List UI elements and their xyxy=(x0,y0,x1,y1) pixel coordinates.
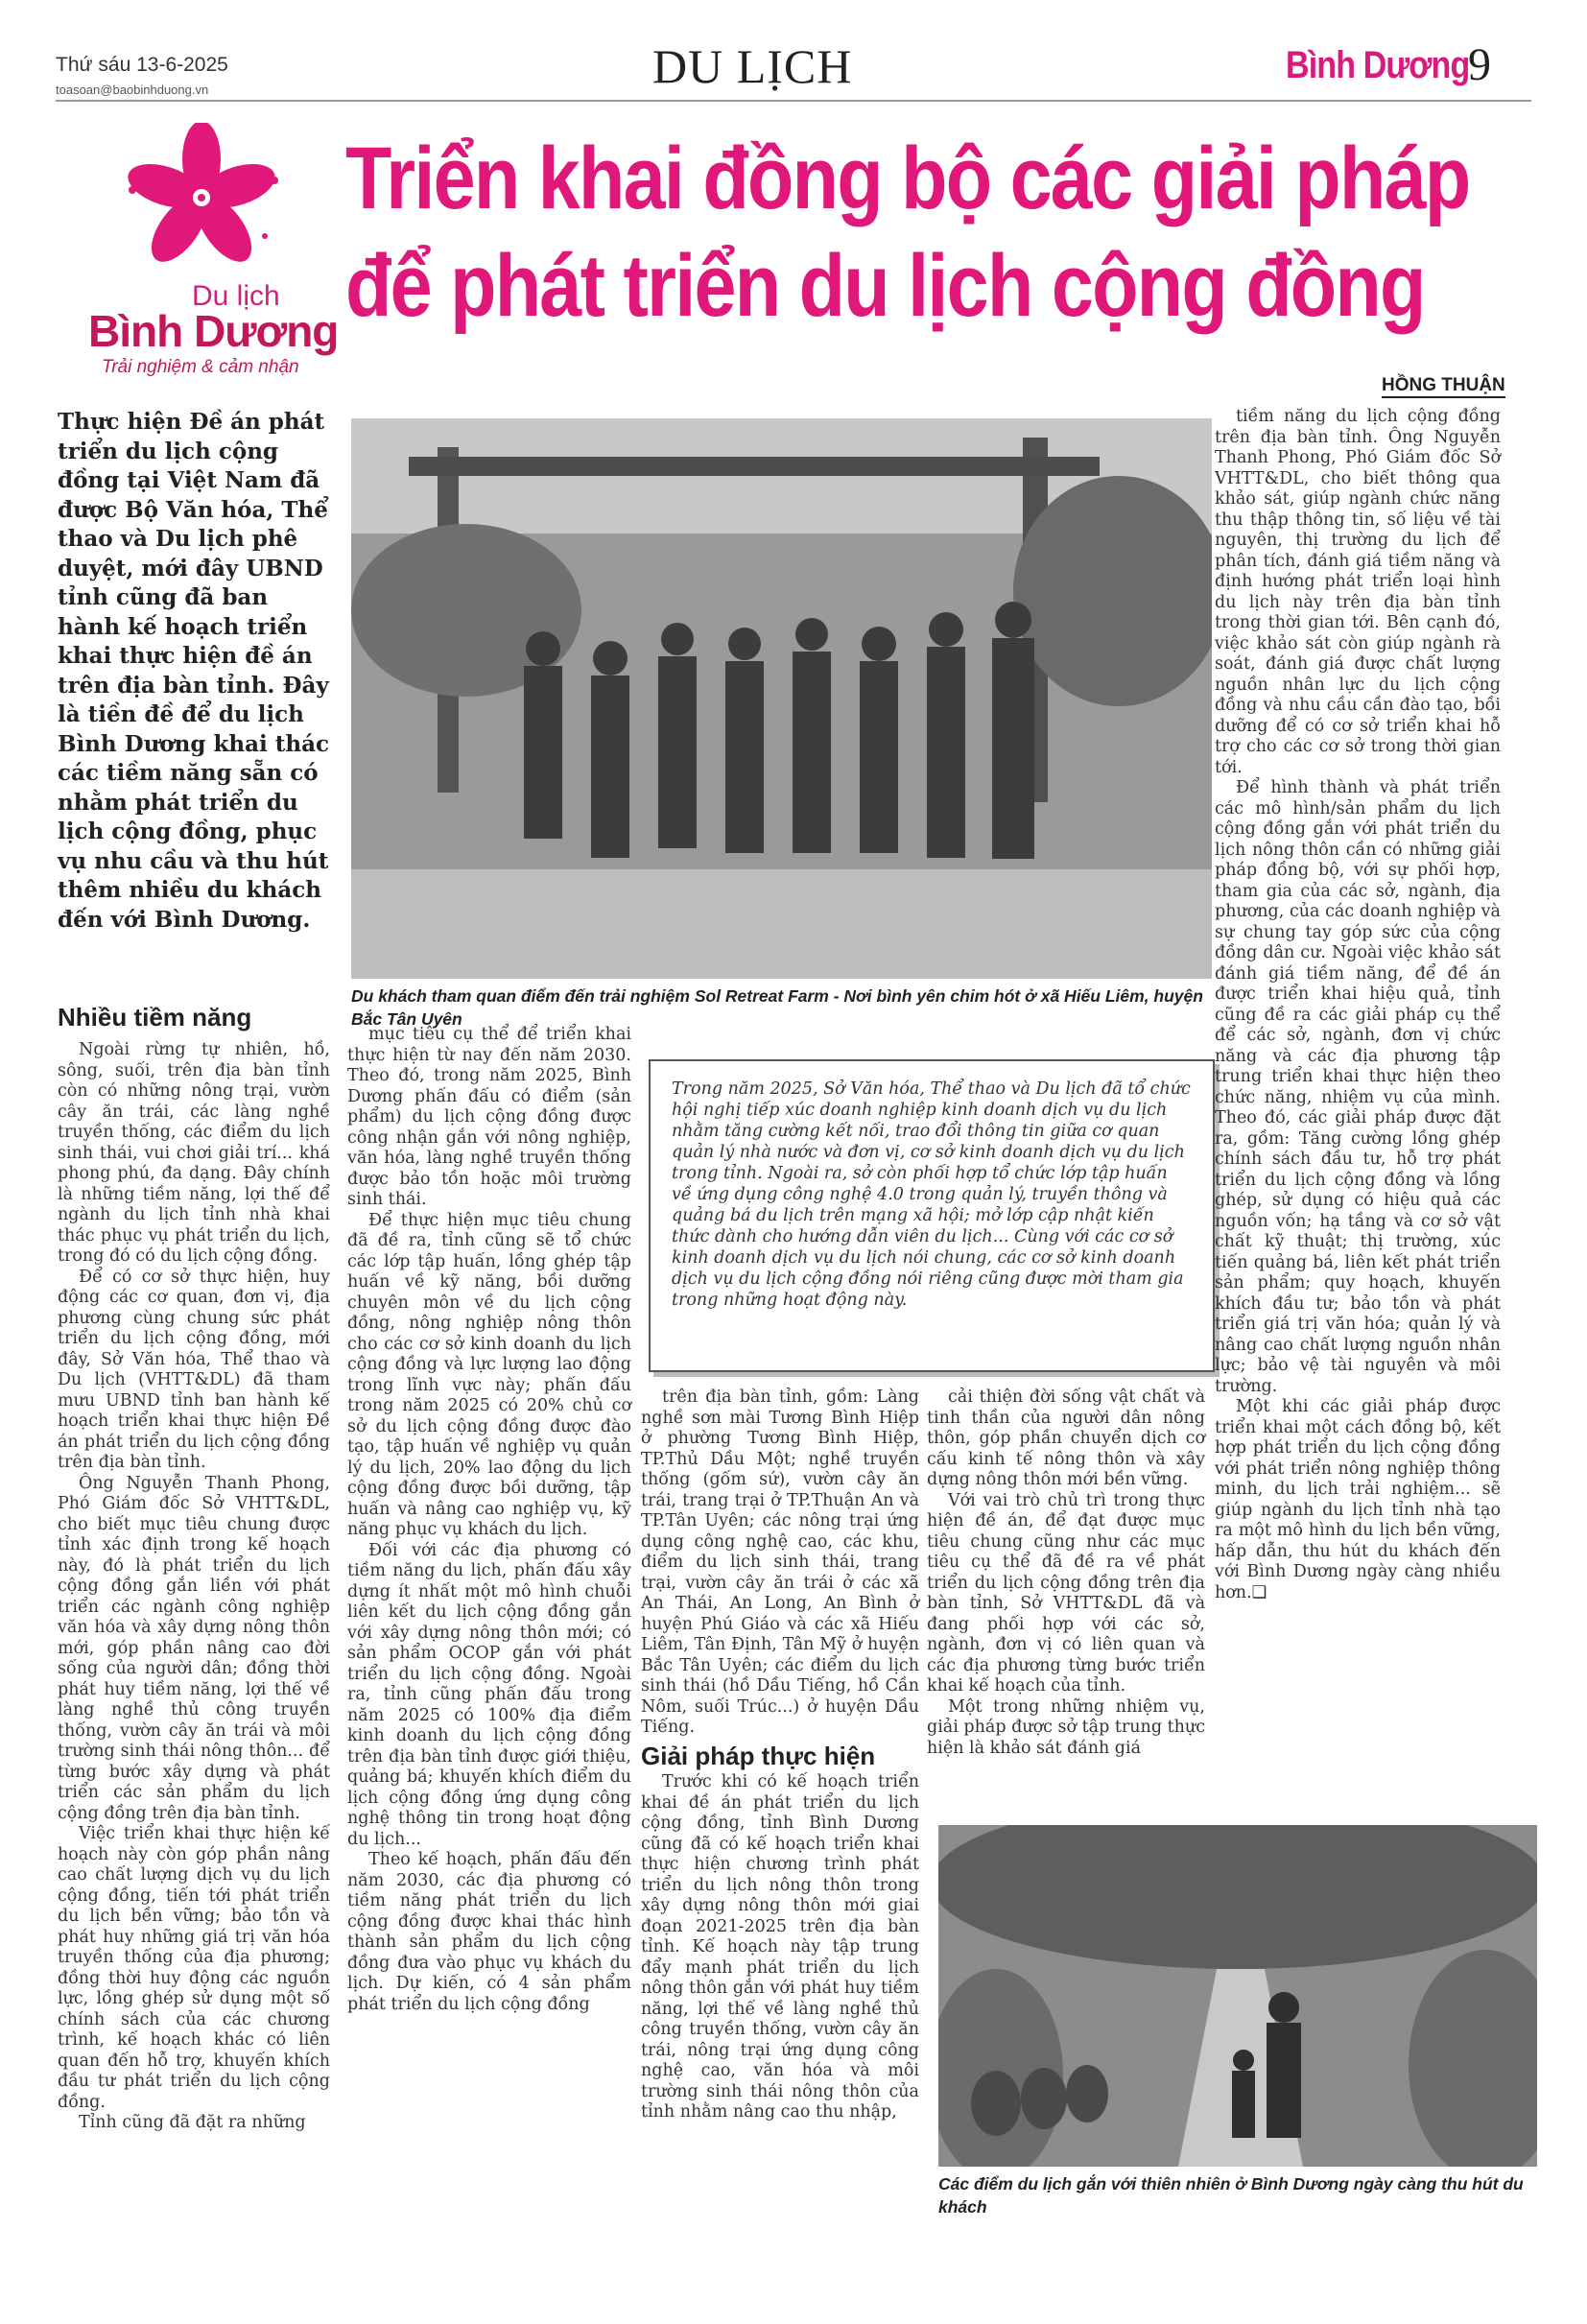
paragraph: Đối với các địa phương có tiềm năng du lịch, phấn đấu xây dựng ít nhất một mô hình chuỗi liên kết du lịch cộng đồng gắn với xây dựng nông thôn mới; có sản phẩm OCOP gắn với phát triển du lịch cộng đồng. Ngoài ra, tỉnh cũng phấn đấu trong năm 2025 có 100% địa điểm kinh doanh du lịch cộng đồng trên địa bàn tỉnh được giới thiệu, quảng bá; khuyến khích điểm du lịch cộng đồng ứng dụng công nghệ thông tin trong hoạt động du lịch... xyxy=(347,1540,631,1849)
paragraph: Với vai trò chủ trì trong thực hiện đề án, để đạt được mục tiêu chung cũng như các mục tiêu cụ thể đã đề ra về phát triển du lịch cộng đồng trên địa bàn tỉnh, Sở VHTT&DL đã và đang phối hợp với các sở, ngành, đơn vị có liên quan và các địa phương từng bước triển khai kế hoạch của tỉnh. xyxy=(927,1490,1205,1696)
paragraph: Trước khi có kế hoạch triển khai đề án phát triển du lịch cộng đồng, tỉnh Bình Dương cũng đã có kế hoạch triển khai thực hiện chương trình phát triển du lịch nông thôn trong xây dựng nông thôn mới giai đoạn 2021-2025 trên địa bàn tỉnh. Kế hoạch này tập trung đẩy mạnh phát triển du lịch nông thôn gắn với phát huy tiềm năng, lợi thế về làng nghề thủ công truyền thống, vườn cây ăn trái, nông trại ứng dụng công nghệ cao, văn hóa và môi trường sinh thái nông thôn của tỉnh nhằm nâng cao thu nhập, xyxy=(641,1772,919,2122)
column-4 xyxy=(927,1387,1205,1759)
headline-line-1: Triển khai đồng bộ các giải pháp xyxy=(345,130,1470,227)
subhead-solutions: Giải pháp thực hiện xyxy=(641,1741,876,1770)
flower-logo-icon xyxy=(86,123,317,267)
paragraph: Để hình thành và phát triển các mô hình/sản phẩm du lịch cộng đồng gắn với phát triển du lịch nông thôn cần có những giải pháp đồng bộ, với sự phối hợp, tham gia của các sở, ngành, địa phương, của các doanh nghiệp và sự chung tay góp sức của cộng đồng dân cư. Ngoài việc khảo sát đánh giá tiềm năng, để đề án được triển khai hiệu quả, tỉnh cũng đề ra các giải pháp cụ thể để các sở, ngành, đơn vị chức năng và các địa phương tập trung triển khai thực hiện theo chức năng, nhiệm vụ của mình. Theo đó, các giải pháp được đặt ra, gồm: Tăng cường lồng ghép chính sách đầu tư, hỗ trợ phát triển du lịch cộng đồng và lồng ghép, sử dụng có hiệu quả các nguồn vốn; hạ tầng và cơ sở vật chất kỹ thuật; thị trường, xúc tiến quảng bá, liên kết phát triển sản phẩm; quy hoạch, khuyến khích đầu tư; bảo tồn và phát triển giá trị văn hóa; quản lý và nâng cao chất lượng nguồn nhân lực; bảo vệ tài nguyên và môi trường. xyxy=(1215,778,1501,1396)
paragraph: Ông Nguyễn Thanh Phong, Phó Giám đốc Sở VHTT&DL, cho biết mục tiêu chung được tỉnh xác định trong kế hoạch này, đó là phát triển du lịch cộng đồng gắn liền với phát triển các ngành công nghiệp văn hóa và xây dựng nông thôn mới, góp phần nâng cao đời sống của người dân; đồng thời phát huy tiềm năng, lợi thế về làng nghề thủ công truyền thống, vườn cây ăn trái và môi trường sinh thái nông thôn... để từng bước xây dựng và phát triển các sản phẩm du lịch cộng đồng trên địa bàn tỉnh. xyxy=(58,1473,330,1823)
paragraph: Ngoài rừng tự nhiên, hồ, sông, suối, trên địa bàn tỉnh còn có những nông trại, vườn cây ăn trái, các làng nghề truyền thống, các điểm du lịch sinh thái, vui chơi giải trí... khá phong phú, đa dạng. Đây chính là những tiềm năng, lợi thế để ngành du lịch tỉnh nhà khai thác phục vụ phát triển du lịch, trong đó có du lịch cộng đồng. xyxy=(58,1040,330,1266)
header-divider xyxy=(56,100,1531,102)
column-3 xyxy=(641,1387,919,2123)
paragraph: Để thực hiện mục tiêu chung đã đề ra, tỉnh cũng sẽ tổ chức các lớp tập huấn, lồng ghép tập huấn về kỹ năng, bồi dưỡng chuyên môn về du lịch cộng đồng, nông nghiệp nông thôn cho các cơ sở kinh doanh du lịch cộng đồng và lực lượng lao động trong lĩnh vực này; phấn đấu trong năm 2025 có 20% chủ cơ sở du lịch cộng đồng được đào tạo, tập huấn về nghiệp vụ quản lý du lịch, 20% lao động du lịch cộng đồng được bồi dưỡng, tập huấn và nâng cao nghiệp vụ, kỹ năng phục vụ khách du lịch. xyxy=(347,1210,631,1539)
paragraph: Một khi các giải pháp được triển khai một cách đồng bộ, kết hợp phát triển du lịch cộng đồng với phát triển nông nghiệp thông minh, du lịch trải nghiệm... sẽ giúp ngành du lịch tỉnh nhà tạo ra một mô hình du lịch bền vững, hấp dẫn, thu hút du khách đến với Bình Dương ngày càng nhiều hơn.❑ xyxy=(1215,1397,1501,1602)
headline-line-2: để phát triển du lịch cộng đồng xyxy=(345,237,1425,335)
article-author: HỒNG THUẬN xyxy=(1382,375,1505,398)
paragraph: tiềm năng du lịch cộng đồng trên địa bàn tỉnh. Ông Nguyễn Thanh Phong, Phó Giám đốc Sở VHTT&DL, cho biết thông qua khảo sát, giúp ngành chức năng thu thập thông tin, số liệu về tài nguyên, thị trường du lịch để phân tích, đánh giá tiềm năng và định hướng phát triển loại hình du lịch này trên địa bàn tỉnh trong thời gian tới. Bên cạnh đó, việc khảo sát còn giúp ngành rà soát, đánh giá được chất lượng nguồn nhân lực du lịch cộng đồng và nhu cầu cần đào tạo, bồi dưỡng để có cơ sở triển khai hỗ trợ cho các cơ sở trong thời gian tới. xyxy=(1215,407,1501,777)
photo2-caption: Các điểm du lịch gắn với thiên nhiên ở Bình Dương ngày càng thu hút du khách xyxy=(938,2174,1524,2217)
paragraph: Một trong những nhiệm vụ, giải pháp được sở tập trung thực hiện là khảo sát đánh giá xyxy=(927,1696,1205,1758)
logo-top-text: Du lịch xyxy=(192,280,280,312)
column-2 xyxy=(347,1025,631,2015)
logo-main-text: Bình Dương xyxy=(88,306,339,356)
article-headline xyxy=(345,125,1470,340)
garden-path-photo xyxy=(938,1825,1537,2167)
group-photo xyxy=(351,418,1212,979)
paragraph: Việc triển khai thực hiện kế hoạch này còn góp phần nâng cao chất lượng dịch vụ du lịch cộng đồng, tiến tới phát triển du lịch bền vững; bảo tồn và phát huy những giá trị văn hóa truyền thống của địa phương; đồng thời huy động các nguồn lực, lồng ghép sử dụng một số chính sách của các chương trình, kế hoạch khác có liên quan đến hỗ trợ, khuyến khích đầu tư phát triển du lịch cộng đồng. xyxy=(58,1824,330,2112)
paragraph: Tỉnh cũng đã đặt ra những xyxy=(79,2113,306,2132)
subhead-potential: Nhiều tiềm năng xyxy=(58,1003,252,1032)
article-lead: Thực hiện Đề án phát triển du lịch cộng đồng tại Việt Nam đã được Bộ Văn hóa, Thể thao và Du lịch phê duyệt, mới đây UBND tỉnh cũng đã ban hành kế hoạch triển khai thực hiện đề án trên địa bàn tỉnh. Đây là tiền đề để du lịch Bình Dương khai thác các tiềm năng sẵn có nhằm phát triển du lịch cộng đồng, phục vụ nhu cầu và thu hút thêm nhiều du khách đến với Bình Dương. xyxy=(58,409,330,933)
section-title: DU LỊCH xyxy=(652,39,853,93)
paragraph: mục tiêu cụ thể để triển khai thực hiện từ nay đến năm 2030. Theo đó, trong năm 2025, Bình Dương phấn đấu có điểm (sản phẩm) du lịch cộng đồng được công nhận gắn với nông nghiệp, văn hóa, làng nghề truyền thống được bảo tồn hoặc môi trường sinh thái. xyxy=(347,1025,631,1209)
paragraph: Theo kế hoạch, phấn đấu đến năm 2030, các địa phương có tiềm năng phát triển du lịch cộng đồng được khai thác hình thành sản phẩm du lịch cộng đồng đưa vào phục vụ khách du lịch. Dự kiến, có 4 sản phẩm phát triển du lịch cộng đồng xyxy=(347,1850,631,2014)
newspaper-brand: Bình Dương xyxy=(1286,44,1470,86)
logo-tagline: Trải nghiệm & cảm nhận xyxy=(102,357,299,377)
contact-email[interactable]: toasoan@baobinhduong.vn xyxy=(56,83,209,97)
issue-date: Thứ sáu 13-6-2025 xyxy=(56,54,228,76)
column-1 xyxy=(58,1003,330,2134)
paragraph: trên địa bàn tỉnh, gồm: Làng nghề sơn mài Tương Bình Hiệp ở phường Tương Bình Hiệp, TP.Thủ Dầu Một; nghề truyền thống (gốm sứ), vườn cây ăn trái, trang trại ở TP.Thuận An và TP.Tân Uyên; các nông trại ứng dụng công nghệ cao, các khu, điểm du lịch sinh thái, trang trại, vườn cây ăn trái ở các xã An Thái, An Long, An Bình ở huyện Phú Giáo và các xã Hiếu Liêm, Tân Định, Tân Mỹ ở huyện Bắc Tân Uyên; các điểm du lịch sinh thái (hồ Dầu Tiếng, hồ Cần Nôm, suối Trúc...) ở huyện Dầu Tiếng. xyxy=(641,1387,919,1737)
paragraph: cải thiện đời sống vật chất và tinh thần của người dân nông thôn, góp phần chuyển dịch cơ cấu kinh tế nông thôn và xây dựng nông thôn mới bền vững. xyxy=(927,1387,1205,1489)
paragraph: Để có cơ sở thực hiện, huy động các cơ quan, đơn vị, địa phương cùng chung sức phát triển du lịch cộng đồng, mới đây, Sở Văn hóa, Thể thao và Du lịch (VHTT&DL) đã tham mưu UBND tỉnh ban hành kế hoạch triển khai thực hiện Đề án phát triển du lịch cộng đồng trên địa bàn tỉnh. xyxy=(58,1267,330,1472)
page-number: 9 xyxy=(1468,39,1491,90)
photo1-caption: Du khách tham quan điểm đến trải nghiệm Sol Retreat Farm - Nơi bình yên chim hót ở xã Hiếu Liêm, huyện Bắc Tân Uyên xyxy=(351,986,1203,1029)
pull-quote-box: Trong năm 2025, Sở Văn hóa, Thể thao và Du lịch đã tổ chức hội nghị tiếp xúc doanh nghiệp kinh doanh dịch vụ du lịch nhằm tăng cường kết nối, trao đổi thông tin giữa cơ quan quản lý nhà nước và đơn vị, cơ sở kinh doanh dịch vụ du lịch trong tỉnh. Ngoài ra, sở còn phối hợp tổ chức lớp tập huấn về ứng dụng công nghệ 4.0 trong quản lý, truyền thông và quảng bá du lịch trên mạng xã hội; mở lớp cập nhật kiến thức dành cho hướng dẫn viên du lịch... Cùng với các cơ sở kinh doanh dịch vụ du lịch nói chung, các cơ sở kinh doanh dịch vụ du lịch cộng đồng nói riêng cũng được mời tham gia trong những hoạt động này. xyxy=(649,1059,1215,1372)
column-5 xyxy=(1215,407,1501,1603)
